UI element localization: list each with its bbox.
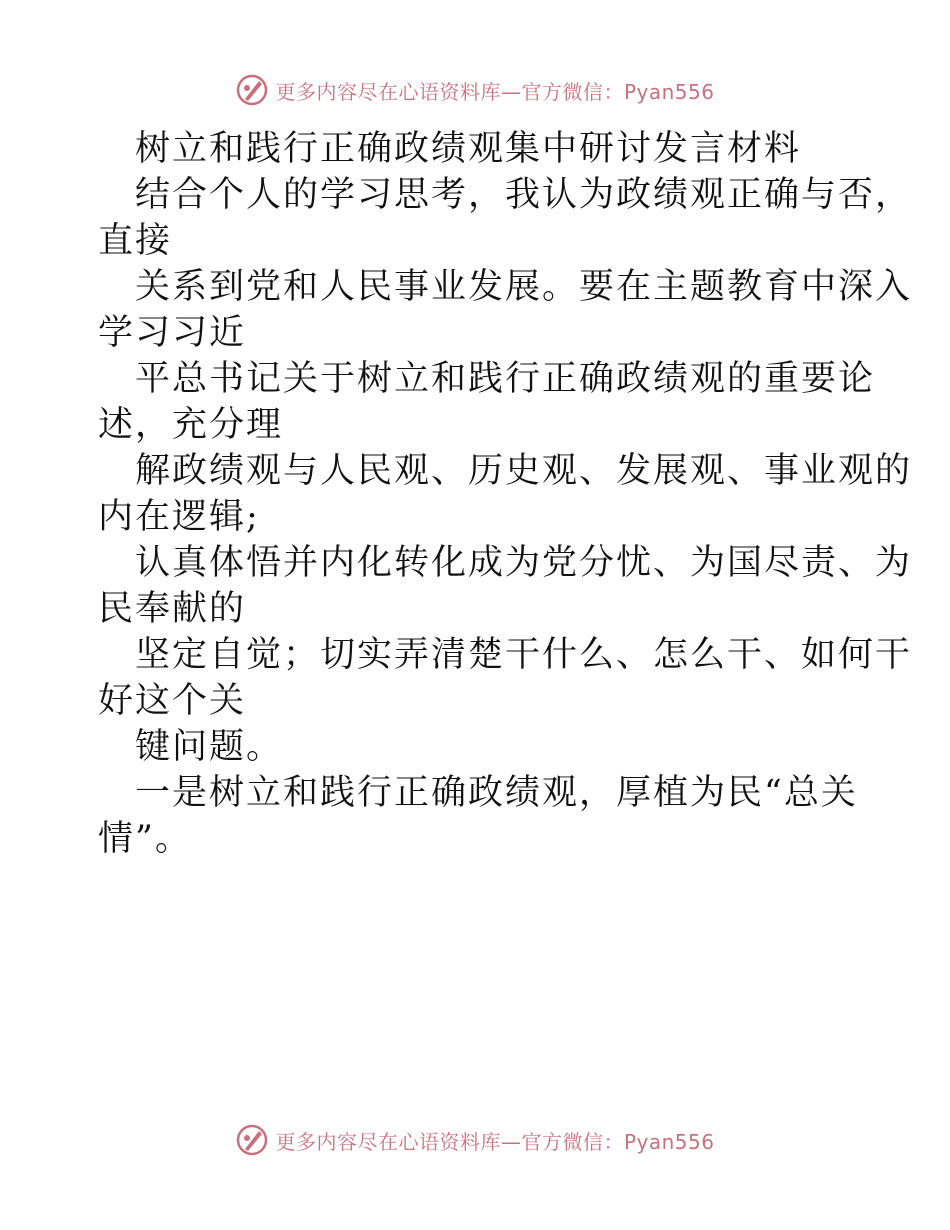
pen-logo-icon [235, 73, 269, 107]
text-line: 认真体悟并内化转化成为党分忧、为国尽责、为 [135, 543, 913, 583]
text-line: 好这个关 [98, 681, 247, 721]
pen-logo-icon [235, 1123, 269, 1157]
text-line: 键问题。 [135, 727, 284, 767]
watermark-text: 更多内容尽在心语资料库—官方微信：Pyan556 [275, 1129, 715, 1154]
text-line: 述，充分理 [98, 405, 284, 445]
watermark-text: 更多内容尽在心语资料库—官方微信：Pyan556 [275, 79, 715, 104]
watermark-footer [0, 1120, 950, 1160]
text-line: 关系到党和人民事业发展。要在主题教育中深入 [135, 267, 913, 307]
text-line: 树立和践行正确政绩观集中研讨发言材料 [135, 129, 802, 169]
text-line: 学习习近 [98, 313, 247, 353]
text-line: 结合个人的学习思考，我认为政绩观正确与否， [135, 175, 913, 215]
text-line: 民奉献的 [98, 589, 247, 629]
text-line: 平总书记关于树立和践行正确政绩观的重要论 [135, 359, 876, 399]
text-line: 坚定自觉；切实弄清楚干什么、怎么干、如何干 [135, 635, 913, 675]
document-body [98, 126, 913, 862]
text-line: 直接 [98, 221, 173, 261]
text-line: 一是树立和践行正确政绩观，厚植为民“总关 [135, 773, 858, 813]
watermark-header [0, 70, 950, 110]
text-line: 解政绩观与人民观、历史观、发展观、事业观的 [135, 451, 913, 491]
text-line: 情”。 [98, 819, 192, 859]
text-line: 内在逻辑; [98, 497, 260, 537]
